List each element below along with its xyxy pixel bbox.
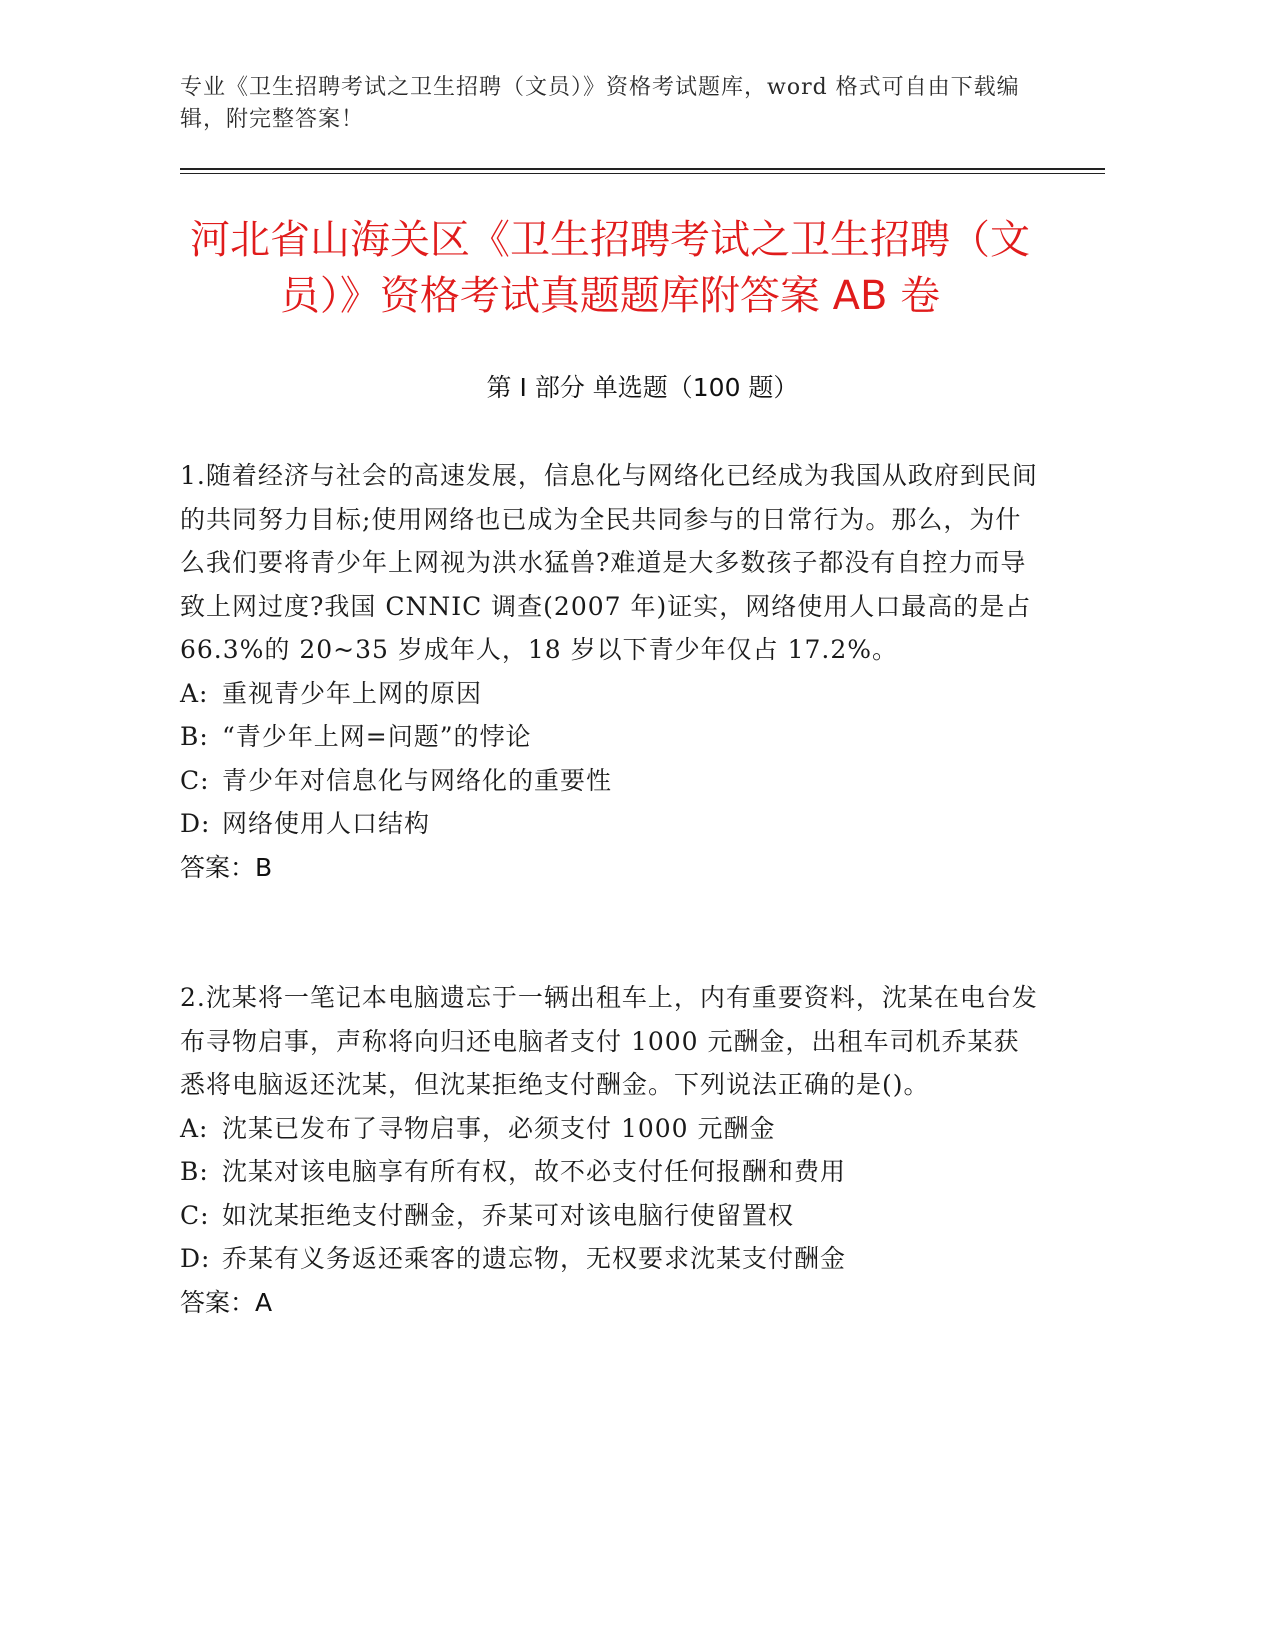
header-divider-thick (180, 168, 1105, 170)
option-b (180, 715, 1040, 759)
section-title: 第 I 部分 单选题（100 题） (486, 373, 799, 402)
option-text: 沈某已发布了寻物启事，必须支付 1000 元酬金 (222, 1113, 776, 1143)
option-c (180, 759, 1040, 803)
document-title: 河北省山海关区《卫生招聘考试之卫生招聘（文员）》资格考试真题题库附答案 AB 卷 (190, 217, 1030, 319)
option-key: D: (180, 1244, 211, 1273)
option-c (180, 1194, 1040, 1238)
answer-line: 答案：A (180, 1287, 273, 1317)
option-d (180, 1237, 1040, 1281)
header-note: 专业《卫生招聘考试之卫生招聘（文员）》资格考试题库，word 格式可自由下载编辑，附完整答案！ (180, 75, 1020, 132)
option-text: 重视青少年上网的原因 (222, 678, 483, 708)
option-key: C: (180, 765, 210, 795)
question-2 (180, 976, 1040, 1324)
option-key: B: (180, 1157, 209, 1186)
option-key: A: (180, 1113, 209, 1143)
question-1 (180, 454, 1040, 889)
option-text: 如沈某拒绝支付酬金，乔某可对该电脑行使留置权 (222, 1200, 795, 1230)
question-stem: 2.沈某将一笔记本电脑遗忘于一辆出租车上，内有重要资料，沈某在电台发布寻物启事，声称将向归还电脑者支付 1000 元酬金，出租车司机乔某获悉将电脑返还沈某，但沈某拒绝支付酬金。下列说法正确的是()。 (180, 983, 1038, 1099)
option-text: 乔某有义务返还乘客的遗忘物，无权要求沈某支付酬金 (222, 1244, 847, 1273)
option-key: A: (180, 678, 209, 708)
header-divider-thin (180, 173, 1105, 174)
option-key: C: (180, 1200, 210, 1230)
option-text: 沈某对该电脑享有所有权，故不必支付任何报酬和费用 (222, 1157, 847, 1186)
answer-line: 答案：B (180, 852, 273, 882)
option-text: 网络使用人口结构 (222, 809, 431, 838)
option-text: 青少年对信息化与网络化的重要性 (222, 765, 613, 795)
option-d (180, 802, 1040, 846)
option-b (180, 1150, 1040, 1194)
option-a (180, 1107, 1040, 1151)
option-a (180, 672, 1040, 716)
option-text: “青少年上网=问题”的悖论 (222, 722, 532, 751)
question-stem: 1.随着经济与社会的高速发展，信息化与网络化已经成为我国从政府到民间的共同努力目标;使用网络也已成为全民共同参与的日常行为。那么，为什么我们要将青少年上网视为洪水猛兽?难道是大多数孩子都没有自控力而导致上网过度?我国 CNNIC 调查(2007 年)证实，网络使用人口最高的是占 66.3%的 20~35 岁成年人，18 岁以下青少年仅占 17.2%。 (180, 461, 1038, 664)
option-key: B: (180, 722, 209, 751)
option-key: D: (180, 809, 211, 838)
